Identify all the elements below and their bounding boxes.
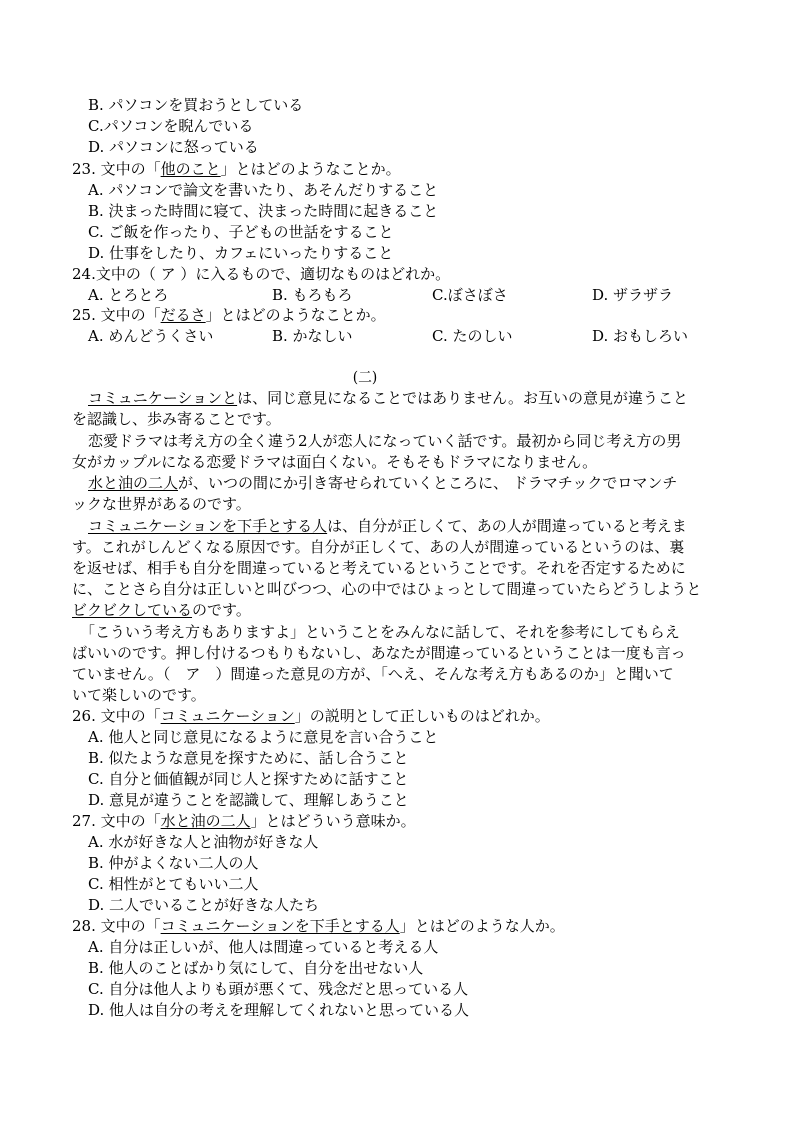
passage-line — [72, 600, 251, 620]
q26-option-d: D. 意見が違うことを認識して、理解しあうこと — [88, 791, 409, 809]
question-text: 」とはどのような人か。 — [399, 917, 565, 935]
q23-option-d: D. 仕事をしたり、カフェにいったりすること — [88, 244, 394, 262]
q25-option-b: B. かなしい — [272, 327, 353, 345]
option-b-prev: B. パソコンを買おうとしている — [88, 96, 304, 114]
q26-option-c: C. 自分と価値観が同じ人と探すために話すこと — [88, 770, 409, 788]
passage-text: が、いつの間にか引き寄せられていくところに、 ドラマチックでロマンチ — [178, 474, 678, 492]
underlined-phrase: コミュニケーションを下手とする人 — [160, 917, 400, 935]
q24-option-b: B. もろもろ — [272, 286, 353, 304]
underlined-phrase: コミュニケーションを下手とする人 — [88, 517, 328, 535]
passage-line: ばいいのです。押し付けるつもりもないし、あなたが間違っているということは一度も言っ — [72, 644, 686, 662]
question-text: 」とはどのようなことか。 — [205, 306, 386, 324]
passage-line: に、ことさら自分は正しいと叫びつつ、心の中ではひょっとして間違っていたらどうしようと — [72, 580, 702, 598]
underlined-phrase: コミュニケーションと — [88, 389, 238, 407]
underlined-phrase: 水と油の二人 — [88, 474, 179, 492]
q27-option-c: C. 相性がとてもいい二人 — [88, 875, 259, 893]
q28-option-a: A. 自分は正しいが、他人は間違っていると考える人 — [88, 938, 439, 956]
question-24: 24.文中の（ ア ）に入るもので、適切なものはどれか。 — [72, 265, 451, 283]
q27-option-b: B. 仲がよくない二人の人 — [88, 854, 259, 872]
q27-option-d: D. 二人でいることが好きな人たち — [88, 896, 320, 914]
question-text: 28. 文中の「 — [72, 917, 161, 935]
passage-text: は、自分が正しくて、あの人が間違っていると考えま — [327, 517, 687, 535]
q23-option-a: A. パソコンで論文を書いたり、あそんだりすること — [88, 181, 439, 199]
q25-option-a: A. めんどうくさい — [88, 327, 214, 345]
passage-line: を返せば、相手も自分を間違っていると考えているということです。それを否定するために — [72, 559, 686, 577]
question-25 — [72, 305, 386, 325]
question-text: 26. 文中の「 — [72, 707, 161, 725]
passage-line: 女がカップルになる恋愛ドラマは面白くない。そもそもドラマになりません。 — [72, 453, 598, 471]
passage-line: ていません。（ ア ）間違った意見の方が、「へえ、そんな考え方もあるのか」と聞いて — [72, 665, 674, 683]
passage-line: す。これがしんどくなる原因です。自分が正しくて、あの人が間違っているというのは、裏 — [72, 538, 685, 556]
q28-option-d: D. 他人は自分の考えを理解してくれないと思っている人 — [88, 1001, 470, 1019]
question-26 — [72, 706, 550, 726]
underlined-phrase: 他のこと — [160, 160, 221, 178]
q25-option-c: C. たのしい — [432, 327, 513, 345]
q26-option-b: B. 似たような意見を探すために、話し合うこと — [88, 749, 409, 767]
passage-text: は、同じ意見になることではありません。お互いの意見が違うこと — [237, 389, 689, 407]
question-text: 」とはどのようなことか。 — [220, 160, 401, 178]
q28-option-c: C. 自分は他人よりも頭が悪くて、残念だと思っている人 — [88, 980, 469, 998]
section-heading: (二) — [352, 368, 378, 386]
underlined-phrase: コミュニケーション — [160, 707, 295, 725]
passage-line — [88, 516, 687, 536]
option-c-prev: C.パソコンを睨んでいる — [88, 117, 254, 135]
passage-line: 「こういう考え方もありますよ」ということをみんなに話して、それを参考にしてもらえ — [80, 623, 680, 641]
passage-line — [88, 473, 677, 493]
q24-option-a: A. とろとろ — [88, 286, 169, 304]
passage-line: を認識し、歩み寄ることです。 — [72, 410, 281, 428]
passage-line: いて楽しいのです。 — [72, 686, 206, 704]
option-d-prev: D. パソコンに怒っている — [88, 138, 259, 156]
q26-option-a: A. 他人と同じ意見になるように意見を言い合うこと — [88, 728, 439, 746]
question-text: 27. 文中の「 — [72, 812, 161, 830]
passage-line: 恋愛ドラマは考え方の全く違う2人が恋人になっていく話です。最初から同じ考え方の男 — [88, 432, 682, 450]
underlined-phrase: 水と油の二人 — [160, 812, 251, 830]
passage-text: のです。 — [192, 601, 251, 619]
passage-line — [88, 388, 688, 408]
question-23 — [72, 159, 401, 179]
question-27 — [72, 811, 416, 831]
q28-option-b: B. 他人のことばかり気にして、自分を出せない人 — [88, 959, 424, 977]
q24-option-d: D. ザラザラ — [592, 286, 674, 304]
question-text: 23. 文中の「 — [72, 160, 161, 178]
q25-option-d: D. おもしろい — [592, 327, 689, 345]
question-text: 」とはどういう意味か。 — [250, 812, 416, 830]
q23-option-b: B. 決まった時間に寝て、決まった時間に起きること — [88, 202, 439, 220]
passage-line: ックな世界があるのです。 — [72, 495, 251, 513]
q24-option-c: C.ぼさぼさ — [432, 286, 508, 304]
q27-option-a: A. 水が好きな人と油物が好きな人 — [88, 833, 319, 851]
q23-option-c: C. ご飯を作ったり、子どもの世話をすること — [88, 223, 394, 241]
underlined-phrase: だるさ — [160, 306, 206, 324]
underlined-phrase: ビクビクしている — [72, 601, 193, 619]
question-text: 25. 文中の「 — [72, 306, 161, 324]
question-text: 」の説明として正しいものはどれか。 — [294, 707, 550, 725]
question-28 — [72, 916, 565, 936]
